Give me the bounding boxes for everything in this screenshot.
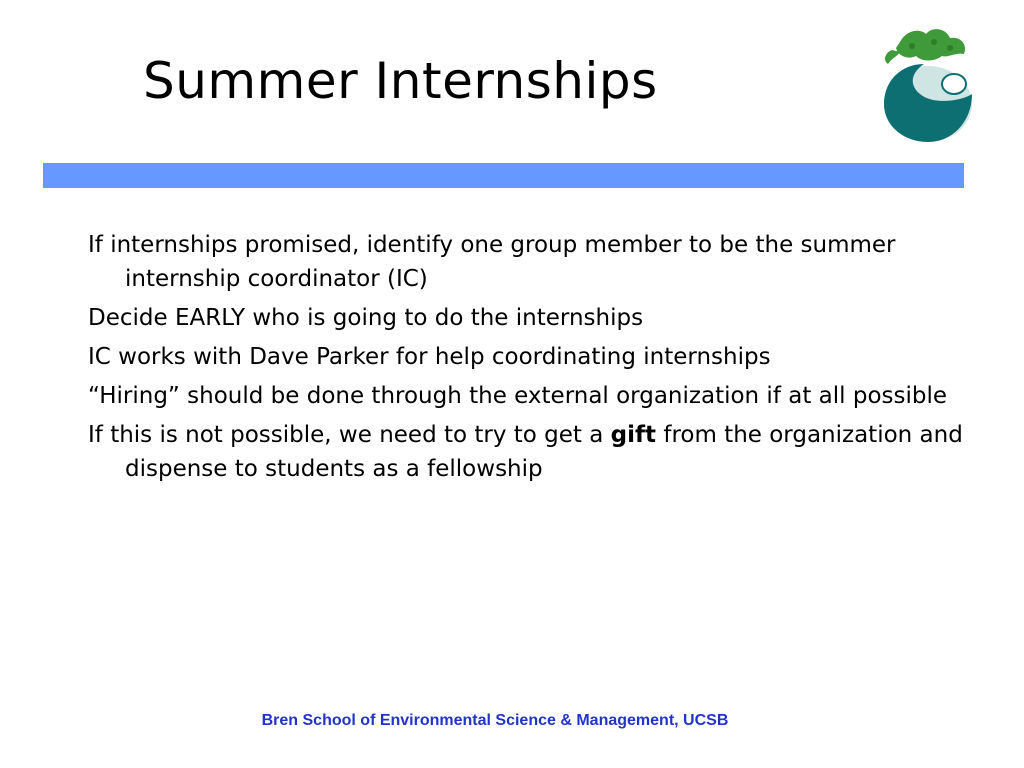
bullet-item [88, 301, 968, 335]
bullet-text: “Hiring” should be done through the external organization if at all possible [88, 383, 948, 409]
slide-title: Summer Internships [143, 52, 658, 110]
bullet-list [88, 228, 968, 491]
title-underline-bar [43, 163, 964, 188]
bullet-item [88, 379, 968, 413]
bullet-item [88, 228, 968, 296]
leaf-icon [885, 29, 965, 64]
bullet-text: Decide EARLY who is going to do the internships [88, 305, 644, 331]
slide-footer: Bren School of Environmental Science & Management, UCSB [261, 712, 729, 729]
bullet-text-after: from the organization and dispense to students as a fellowship [125, 422, 963, 482]
bullet-item [88, 340, 968, 374]
bullet-text: IC works with Dave Parker for help coordinating internships [88, 344, 771, 370]
globe-icon [884, 64, 972, 142]
bullet-item [88, 418, 968, 486]
bullet-bold-word: gift [610, 422, 657, 448]
bullet-text-before: If this is not possible, we need to try to get a [88, 422, 611, 448]
bren-school-logo-icon [872, 22, 984, 144]
bullet-text: If internships promised, identify one group member to be the summer internship coordinator (IC) [88, 232, 896, 292]
